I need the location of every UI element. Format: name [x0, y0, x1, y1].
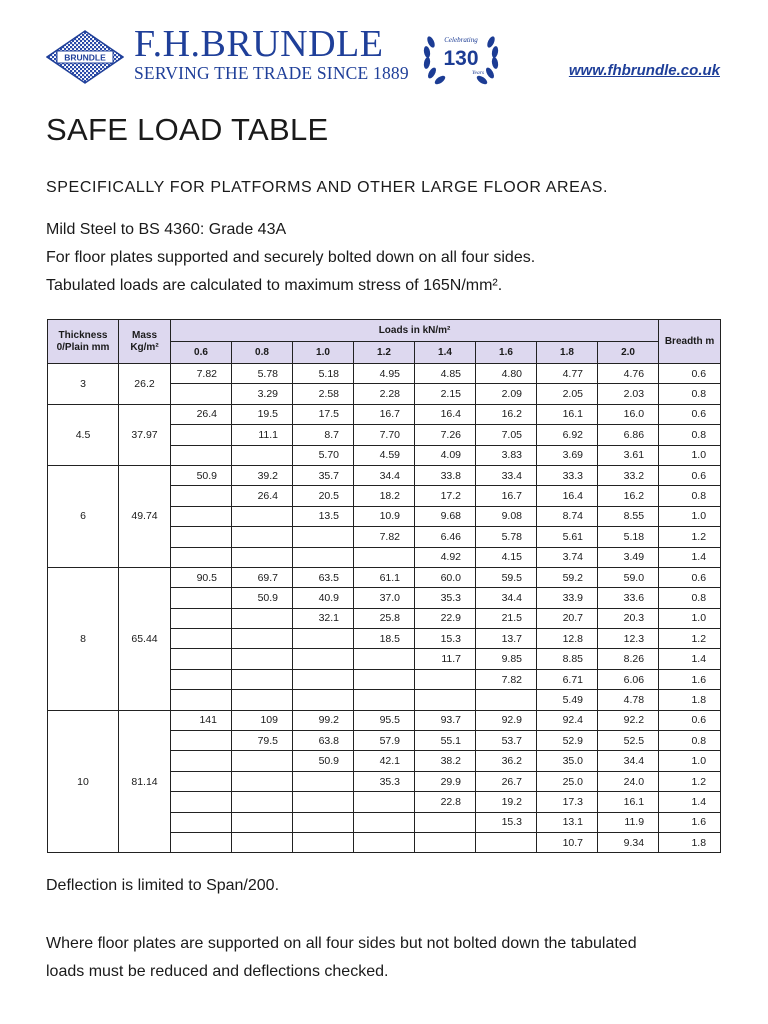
breadth-cell: 1.0	[659, 506, 721, 526]
thickness-cell: 10	[48, 710, 119, 853]
load-cell	[415, 690, 476, 710]
load-cell	[293, 812, 354, 832]
load-cell: 2.15	[415, 384, 476, 404]
load-cell: 25.8	[354, 608, 415, 628]
load-cell: 34.4	[354, 465, 415, 485]
load-cell	[232, 751, 293, 771]
load-cell	[232, 771, 293, 791]
load-cell: 59.5	[476, 567, 537, 587]
breadth-cell: 1.2	[659, 629, 721, 649]
load-cell: 2.03	[598, 384, 659, 404]
load-cell	[232, 629, 293, 649]
load-cell: 63.8	[293, 731, 354, 751]
load-cell: 17.2	[415, 486, 476, 506]
load-cell: 95.5	[354, 710, 415, 730]
load-cell	[415, 812, 476, 832]
breadth-cell: 0.8	[659, 425, 721, 445]
intro-line: For floor plates supported and securely bolted down on all four sides.	[46, 249, 536, 266]
load-cell: 16.2	[598, 486, 659, 506]
badge-bottom-text: Years	[471, 70, 485, 76]
intro-line: Tabulated loads are calculated to maximum stress of 165N/mm².	[46, 277, 503, 294]
load-cell: 34.4	[476, 588, 537, 608]
load-cell: 7.82	[171, 364, 232, 384]
load-cell: 52.9	[537, 731, 598, 751]
load-cell: 52.5	[598, 731, 659, 751]
table-row	[48, 567, 721, 587]
load-cell: 36.2	[476, 751, 537, 771]
load-cell	[232, 690, 293, 710]
load-cell	[476, 690, 537, 710]
load-cell: 32.1	[293, 608, 354, 628]
load-cell: 16.4	[415, 404, 476, 424]
load-cell: 59.0	[598, 567, 659, 587]
load-cell: 16.1	[537, 404, 598, 424]
badge-top-text: Celebrating	[444, 36, 478, 44]
load-cell: 20.7	[537, 608, 598, 628]
load-cell: 55.1	[415, 731, 476, 751]
load-cell	[293, 669, 354, 689]
load-cell: 35.7	[293, 465, 354, 485]
breadth-cell: 0.6	[659, 567, 721, 587]
load-cell	[293, 649, 354, 669]
load-cell: 4.85	[415, 364, 476, 384]
load-cell: 38.2	[415, 751, 476, 771]
breadth-cell: 0.6	[659, 404, 721, 424]
load-cell	[293, 629, 354, 649]
load-cell	[293, 527, 354, 547]
load-cell: 60.0	[415, 567, 476, 587]
breadth-cell: 0.6	[659, 364, 721, 384]
load-cell: 6.06	[598, 669, 659, 689]
load-cell	[354, 812, 415, 832]
load-cell: 93.7	[415, 710, 476, 730]
load-cell: 109	[232, 710, 293, 730]
load-cell: 8.74	[537, 506, 598, 526]
load-cell: 40.9	[293, 588, 354, 608]
breadth-cell: 1.2	[659, 527, 721, 547]
breadth-cell: 1.2	[659, 771, 721, 791]
load-cell: 5.18	[598, 527, 659, 547]
breadth-cell: 1.4	[659, 547, 721, 567]
load-cell: 4.92	[415, 547, 476, 567]
load-cell: 3.61	[598, 445, 659, 465]
load-cell: 2.58	[293, 384, 354, 404]
load-cell: 18.2	[354, 486, 415, 506]
load-cell: 5.18	[293, 364, 354, 384]
load-cell	[232, 792, 293, 812]
load-cell: 20.5	[293, 486, 354, 506]
load-cell	[354, 792, 415, 812]
table-row	[48, 465, 721, 485]
load-cell	[171, 547, 232, 567]
breadth-cell: 0.6	[659, 465, 721, 485]
load-cell: 10.9	[354, 506, 415, 526]
header-loads: Loads in kN/m²	[171, 320, 659, 342]
load-cell: 4.15	[476, 547, 537, 567]
load-cell: 26.7	[476, 771, 537, 791]
load-cell: 5.61	[537, 527, 598, 547]
load-cell	[171, 792, 232, 812]
tagline: SERVING THE TRADE SINCE 1889	[134, 63, 409, 83]
load-cell	[171, 649, 232, 669]
load-cell: 16.4	[537, 486, 598, 506]
header-mass: Mass Kg/m²	[119, 320, 171, 364]
anniversary-badge	[418, 28, 504, 86]
load-cell	[232, 547, 293, 567]
load-cell: 7.82	[354, 527, 415, 547]
load-cell	[171, 812, 232, 832]
load-cell	[293, 832, 354, 852]
load-cell: 33.9	[537, 588, 598, 608]
load-cell: 17.5	[293, 404, 354, 424]
header	[0, 0, 768, 95]
mass-cell: 26.2	[119, 364, 171, 405]
load-cell: 2.28	[354, 384, 415, 404]
bolting-note-line: loads must be reduced and deflections checked.	[46, 963, 389, 980]
load-cell: 9.85	[476, 649, 537, 669]
footer-notes	[46, 872, 637, 986]
breadth-cell: 1.6	[659, 669, 721, 689]
load-cell: 16.2	[476, 404, 537, 424]
load-cell	[232, 832, 293, 852]
brundle-logo	[46, 30, 124, 84]
load-cell	[171, 751, 232, 771]
header-span: 1.2	[354, 342, 415, 364]
load-cell	[232, 506, 293, 526]
load-cell	[171, 629, 232, 649]
load-cell: 21.5	[476, 608, 537, 628]
load-cell: 13.5	[293, 506, 354, 526]
breadth-cell: 1.0	[659, 608, 721, 628]
load-cell	[232, 812, 293, 832]
load-cell: 37.0	[354, 588, 415, 608]
load-cell: 3.29	[232, 384, 293, 404]
load-cell: 35.3	[415, 588, 476, 608]
load-cell	[476, 832, 537, 852]
load-cell	[232, 608, 293, 628]
load-cell: 33.6	[598, 588, 659, 608]
load-cell: 50.9	[232, 588, 293, 608]
mass-cell: 49.74	[119, 465, 171, 567]
load-cell: 92.9	[476, 710, 537, 730]
load-cell: 6.92	[537, 425, 598, 445]
load-cell: 2.09	[476, 384, 537, 404]
breadth-cell: 1.8	[659, 832, 721, 852]
load-cell	[171, 669, 232, 689]
breadth-cell: 0.6	[659, 710, 721, 730]
load-cell: 16.7	[476, 486, 537, 506]
load-cell: 9.08	[476, 506, 537, 526]
load-cell: 35.0	[537, 751, 598, 771]
header-span: 0.8	[232, 342, 293, 364]
header-span: 1.4	[415, 342, 476, 364]
load-cell: 24.0	[598, 771, 659, 791]
load-cell	[171, 445, 232, 465]
header-thickness: Thickness 0/Plain mm	[48, 320, 119, 364]
load-cell: 35.3	[354, 771, 415, 791]
mass-cell: 65.44	[119, 567, 171, 710]
load-cell: 141	[171, 710, 232, 730]
load-cell: 8.55	[598, 506, 659, 526]
load-cell	[171, 588, 232, 608]
load-cell: 6.86	[598, 425, 659, 445]
header-span: 1.0	[293, 342, 354, 364]
load-cell	[354, 690, 415, 710]
header-span: 2.0	[598, 342, 659, 364]
load-cell: 92.4	[537, 710, 598, 730]
load-cell: 10.7	[537, 832, 598, 852]
breadth-cell: 0.8	[659, 384, 721, 404]
load-cell: 5.70	[293, 445, 354, 465]
load-cell	[293, 771, 354, 791]
mass-cell: 37.97	[119, 404, 171, 465]
load-cell	[171, 486, 232, 506]
thickness-cell: 6	[48, 465, 119, 567]
table-row	[48, 364, 721, 384]
load-cell: 16.1	[598, 792, 659, 812]
load-cell: 5.49	[537, 690, 598, 710]
load-cell: 90.5	[171, 567, 232, 587]
breadth-cell: 1.4	[659, 649, 721, 669]
load-cell	[232, 669, 293, 689]
breadth-cell: 0.8	[659, 588, 721, 608]
load-cell: 4.80	[476, 364, 537, 384]
load-cell: 3.74	[537, 547, 598, 567]
load-cell: 4.95	[354, 364, 415, 384]
load-cell: 99.2	[293, 710, 354, 730]
header-span: 0.6	[171, 342, 232, 364]
breadth-cell: 0.8	[659, 731, 721, 751]
load-cell: 11.7	[415, 649, 476, 669]
load-cell: 63.5	[293, 567, 354, 587]
header-span: 1.8	[537, 342, 598, 364]
load-cell	[171, 425, 232, 445]
thickness-cell: 8	[48, 567, 119, 710]
load-cell: 3.69	[537, 445, 598, 465]
load-cell: 9.68	[415, 506, 476, 526]
load-cell: 53.7	[476, 731, 537, 751]
load-cell: 8.85	[537, 649, 598, 669]
logo-text: BRUNDLE	[64, 52, 106, 63]
load-cell: 4.77	[537, 364, 598, 384]
load-cell: 33.3	[537, 465, 598, 485]
load-cell: 50.9	[171, 465, 232, 485]
badge-number: 130	[443, 47, 479, 70]
load-cell: 7.82	[476, 669, 537, 689]
load-cell: 17.3	[537, 792, 598, 812]
load-cell: 7.26	[415, 425, 476, 445]
header-span: 1.6	[476, 342, 537, 364]
load-cell: 19.2	[476, 792, 537, 812]
load-cell: 3.49	[598, 547, 659, 567]
page-title: SAFE LOAD TABLE	[46, 112, 329, 147]
load-cell: 19.5	[232, 404, 293, 424]
mass-cell: 81.14	[119, 710, 171, 853]
load-cell: 26.4	[232, 486, 293, 506]
thickness-cell: 3	[48, 364, 119, 405]
load-cell: 50.9	[293, 751, 354, 771]
load-cell	[354, 649, 415, 669]
load-cell: 16.0	[598, 404, 659, 424]
breadth-cell: 1.0	[659, 445, 721, 465]
brand-name: F.H.BRUNDLE	[134, 23, 384, 65]
load-cell	[232, 527, 293, 547]
load-cell: 7.05	[476, 425, 537, 445]
website-link[interactable]: www.fhbrundle.co.uk	[568, 62, 720, 79]
load-cell	[171, 608, 232, 628]
load-cell: 33.2	[598, 465, 659, 485]
load-cell: 2.05	[537, 384, 598, 404]
load-cell: 4.59	[354, 445, 415, 465]
load-cell: 18.5	[354, 629, 415, 649]
load-cell: 11.1	[232, 425, 293, 445]
load-cell: 33.8	[415, 465, 476, 485]
load-cell	[293, 690, 354, 710]
load-cell	[293, 547, 354, 567]
load-cell: 5.78	[232, 364, 293, 384]
load-cell: 9.34	[598, 832, 659, 852]
load-cell: 16.7	[354, 404, 415, 424]
load-cell	[171, 832, 232, 852]
breadth-cell: 0.8	[659, 486, 721, 506]
load-cell: 20.3	[598, 608, 659, 628]
load-cell: 42.1	[354, 751, 415, 771]
page-subtitle: SPECIFICALLY FOR PLATFORMS AND OTHER LARGE FLOOR AREAS.	[46, 179, 609, 196]
load-cell: 7.70	[354, 425, 415, 445]
load-cell: 15.3	[476, 812, 537, 832]
table-row	[48, 404, 721, 424]
load-cell: 39.2	[232, 465, 293, 485]
load-cell: 6.46	[415, 527, 476, 547]
load-cell: 92.2	[598, 710, 659, 730]
load-cell: 13.7	[476, 629, 537, 649]
load-cell: 12.8	[537, 629, 598, 649]
intro-line: Mild Steel to BS 4360: Grade 43A	[46, 221, 287, 238]
load-cell: 34.4	[598, 751, 659, 771]
load-cell	[171, 527, 232, 547]
load-cell	[415, 832, 476, 852]
load-cell: 8.26	[598, 649, 659, 669]
load-cell: 59.2	[537, 567, 598, 587]
load-cell: 22.9	[415, 608, 476, 628]
load-cell: 61.1	[354, 567, 415, 587]
breadth-cell: 1.8	[659, 690, 721, 710]
load-cell	[171, 690, 232, 710]
table-row	[48, 710, 721, 730]
load-cell: 4.76	[598, 364, 659, 384]
load-cell	[232, 649, 293, 669]
load-cell: 26.4	[171, 404, 232, 424]
load-cell: 8.7	[293, 425, 354, 445]
bolting-note-line: Where floor plates are supported on all four sides but not bolted down the tabulated	[46, 935, 637, 952]
load-cell: 12.3	[598, 629, 659, 649]
header-breadth: Breadth m	[659, 320, 721, 364]
thickness-cell: 4.5	[48, 404, 119, 465]
load-cell: 11.9	[598, 812, 659, 832]
breadth-cell: 1.4	[659, 792, 721, 812]
load-cell	[171, 384, 232, 404]
load-cell: 79.5	[232, 731, 293, 751]
load-cell: 33.4	[476, 465, 537, 485]
load-cell: 69.7	[232, 567, 293, 587]
breadth-cell: 1.6	[659, 812, 721, 832]
load-cell: 13.1	[537, 812, 598, 832]
load-cell: 4.78	[598, 690, 659, 710]
load-cell: 22.8	[415, 792, 476, 812]
load-cell	[171, 771, 232, 791]
load-cell	[354, 547, 415, 567]
load-cell	[171, 731, 232, 751]
safe-load-table	[47, 319, 721, 853]
load-cell: 5.78	[476, 527, 537, 547]
load-cell: 57.9	[354, 731, 415, 751]
load-cell	[171, 506, 232, 526]
load-cell: 29.9	[415, 771, 476, 791]
load-cell: 6.71	[537, 669, 598, 689]
load-cell	[293, 792, 354, 812]
load-cell	[354, 669, 415, 689]
load-cell: 3.83	[476, 445, 537, 465]
breadth-cell: 1.0	[659, 751, 721, 771]
intro-text	[46, 216, 535, 300]
load-cell	[415, 669, 476, 689]
load-cell: 4.09	[415, 445, 476, 465]
load-cell	[354, 832, 415, 852]
load-cell: 25.0	[537, 771, 598, 791]
load-cell: 15.3	[415, 629, 476, 649]
load-cell	[232, 445, 293, 465]
deflection-note: Deflection is limited to Span/200.	[46, 877, 280, 894]
